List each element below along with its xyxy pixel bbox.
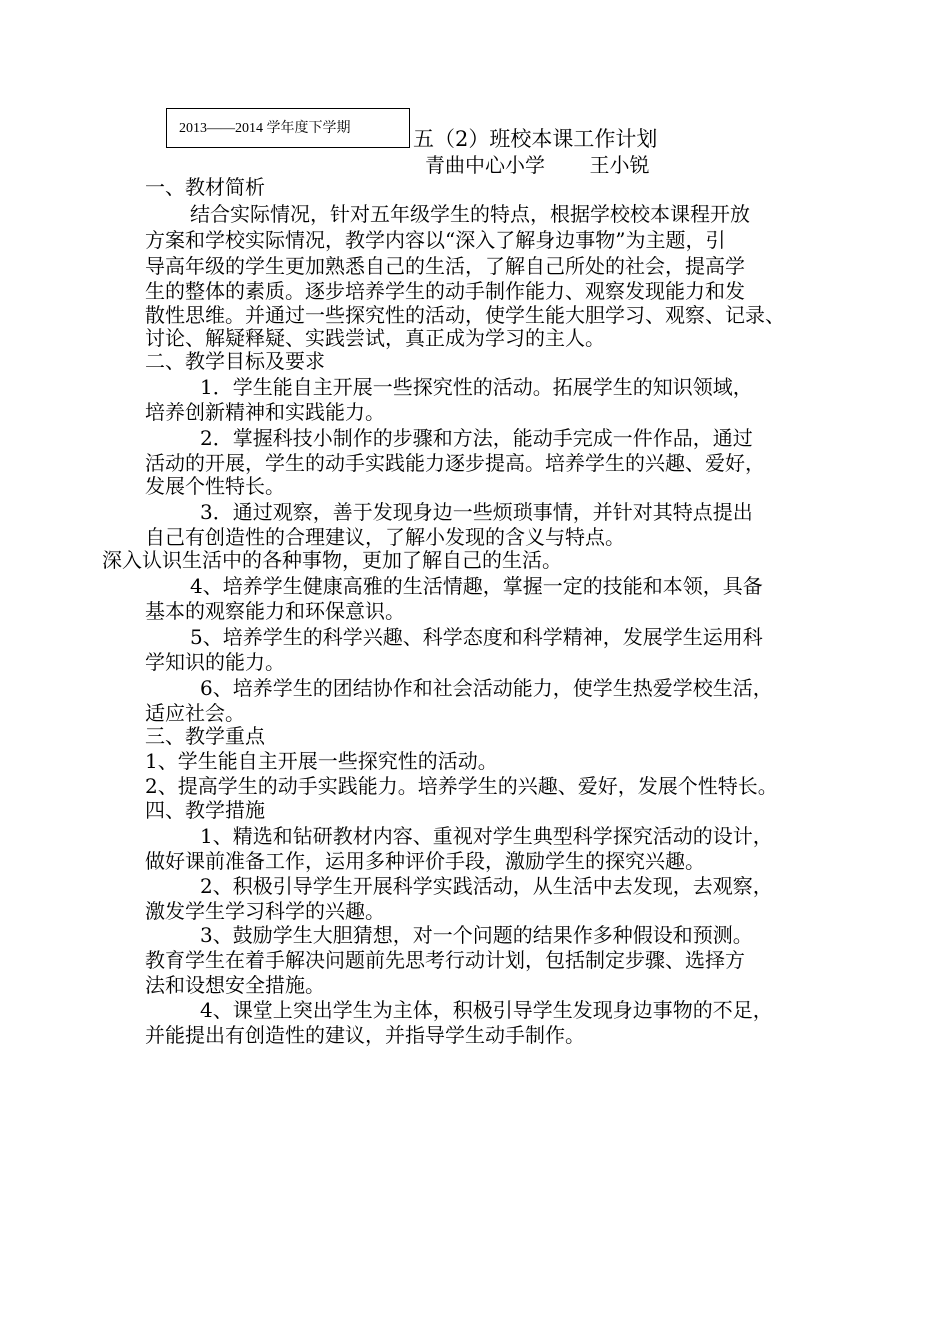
paragraph-line: 2、积极引导学生开展科学实践活动，从生活中去发现，去观察，	[200, 874, 773, 898]
paragraph-line: 学知识的能力。	[145, 650, 285, 674]
paragraph-line: 1、学生能自主开展一些探究性的活动。	[145, 749, 498, 773]
paragraph-line: 基本的观察能力和环保意识。	[145, 599, 405, 623]
paragraph-line: 讨论、解疑释疑、实践尝试，真正成为学习的主人。	[145, 326, 605, 350]
paragraph-line: 2．掌握科技小制作的步骤和方法，能动手完成一件作品，通过	[200, 426, 753, 450]
paragraph-line: 适应社会。	[145, 701, 245, 725]
paragraph-line: 活动的开展，学生的动手实践能力逐步提高。培养学生的兴趣、爱好，	[145, 451, 765, 475]
paragraph-line: 1．学生能自主开展一些探究性的活动。拓展学生的知识领域，	[200, 375, 753, 399]
section-heading: 三、教学重点	[145, 724, 265, 748]
paragraph-line: 法和设想安全措施。	[145, 973, 325, 997]
paragraph-line: 6、培养学生的团结协作和社会活动能力，使学生热爱学校生活，	[200, 676, 773, 700]
paragraph-line: 培养创新精神和实践能力。	[145, 400, 385, 424]
author-line: 青曲中心小学 王小锐	[425, 153, 650, 177]
paragraph-line: 3、鼓励学生大胆猜想，对一个问题的结果作多种假设和预测。	[200, 923, 753, 947]
paragraph-line: 导高年级的学生更加熟悉自己的生活，了解自己所处的社会，提高学	[145, 254, 745, 278]
paragraph-line: 结合实际情况，针对五年级学生的特点，根据学校校本课程开放	[190, 202, 750, 226]
term-box	[166, 108, 410, 148]
paragraph-line: 教育学生在着手解决问题前先思考行动计划，包括制定步骤、选择方	[145, 948, 745, 972]
term-label: 2013——2014 学年度下学期	[179, 121, 351, 136]
paragraph-line: 4、培养学生健康高雅的生活情趣，掌握一定的技能和本领，具备	[190, 574, 763, 598]
paragraph-line: 3．通过观察，善于发现身边一些烦琐事情，并针对其特点提出	[200, 500, 753, 524]
paragraph-line: 自己有创造性的合理建议，了解小发现的含义与特点。	[145, 525, 625, 549]
paragraph-line: 方案和学校实际情况，教学内容以“深入了解身边事物”为主题，引	[145, 228, 726, 252]
paragraph-line: 4、课堂上突出学生为主体，积极引导学生发现身边事物的不足，	[200, 998, 773, 1022]
section-heading: 一、教材简析	[145, 175, 265, 199]
paragraph-line: 散性思维。并通过一些探究性的活动，使学生能大胆学习、观察、记录、	[145, 303, 785, 327]
paragraph-line: 2、提高学生的动手实践能力。培养学生的兴趣、爱好，发展个性特长。	[145, 774, 778, 798]
section-heading: 二、教学目标及要求	[145, 349, 325, 373]
document-title: 五（2）班校本课工作计划	[413, 127, 658, 151]
paragraph-line: 发展个性特长。	[145, 474, 285, 498]
paragraph-line: 深入认识生活中的各种事物，更加了解自己的生活。	[102, 548, 562, 572]
paragraph-line: 生的整体的素质。逐步培养学生的动手制作能力、观察发现能力和发	[145, 279, 745, 303]
section-heading: 四、教学措施	[145, 798, 265, 822]
paragraph-line: 做好课前准备工作，运用多种评价手段，激励学生的探究兴趣。	[145, 849, 705, 873]
paragraph-line: 并能提出有创造性的建议，并指导学生动手制作。	[145, 1023, 585, 1047]
paragraph-line: 激发学生学习科学的兴趣。	[145, 899, 385, 923]
paragraph-line: 5、培养学生的科学兴趣、科学态度和科学精神，发展学生运用科	[190, 625, 763, 649]
paragraph-line: 1、精选和钻研教材内容、重视对学生典型科学探究活动的设计，	[200, 824, 773, 848]
